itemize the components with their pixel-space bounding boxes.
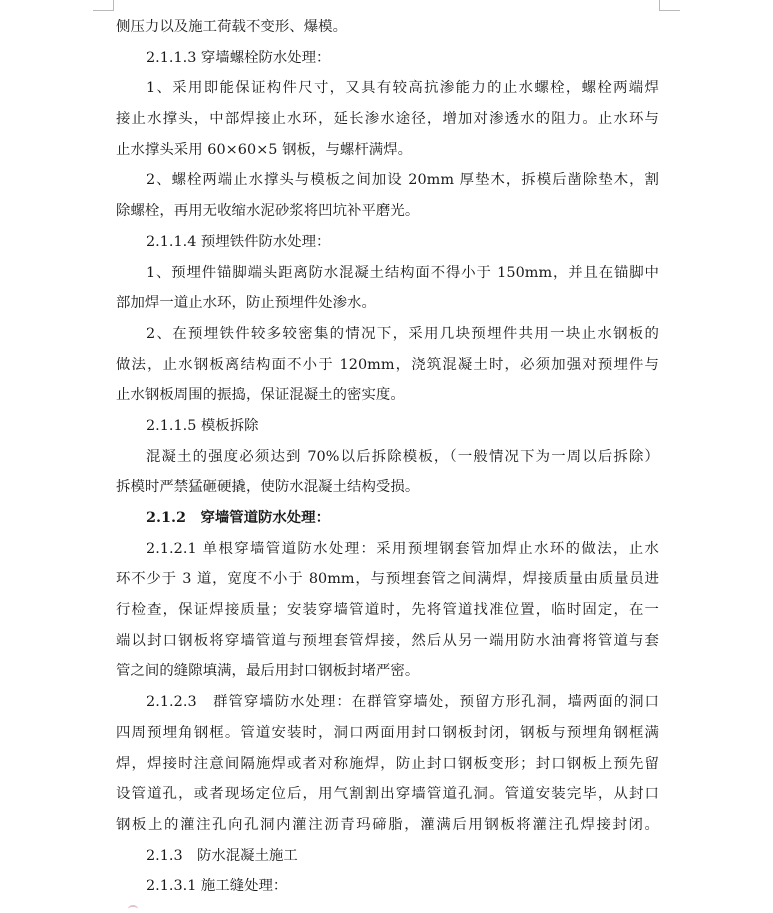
paragraph-line: 四周预埋角钢框。管道安装时，洞口两面用封口钢板封闭，钢板与预埋角钢框满 [116,724,659,741]
paragraph-line: 1、预埋件锚脚端头距离防水混凝土结构面不得小于 150mm，并且在锚脚中 [146,264,659,281]
paragraph-line: 管之间的缝隙填满，最后用封口钢板封堵严密。 [116,663,420,680]
paragraph-line: 混凝土的强度必须达到 70%以后拆除模板，（一般情况下为一周以后拆除） [146,448,659,465]
section-heading-2-1-3: 2.1.3 防水混凝土施工 [146,847,298,864]
document-body [116,12,659,902]
paragraph-line: 2、螺栓两端止水撑头与模板之间加设 20mm 厚垫木，拆模后凿除垫木，割 [146,172,659,189]
paragraph-line: 1、采用即能保证构件尺寸，又具有较高抗渗能力的止水螺栓，螺栓两端焊 [146,80,659,97]
paragraph-line: 2、在预埋铁件较多较密集的情况下，采用几块预埋件共用一块止水钢板的 [146,325,659,342]
crop-mark-top-left [93,0,114,11]
paragraph-line: 侧压力以及施工荷载不变形、爆模。 [116,19,348,35]
paragraph-line: 钢板上的灌注孔向孔洞内灌注沥青玛碲脂，灌满后用钢板将灌注孔焊接封闭。 [116,816,659,833]
paragraph-line: 止水撑头采用 60×60×5 钢板，与螺杆满焊。 [116,141,413,158]
paragraph-line: 2.1.2.1 单根穿墙管道防水处理：采用预埋钢套管加焊止水环的做法，止水 [146,540,659,557]
paragraph-line: 设管道孔，或者现场定位后，用气割割出穿墙管道孔洞。管道安装完毕，从封口 [116,786,659,803]
paragraph-line: 止水钢板周围的振捣，保证混凝土的密实度。 [116,387,405,404]
paragraph-line: 焊，焊接时注意间隔施焊或者对称施焊，防止封口钢板变形；封口钢板上预先留 [116,755,659,772]
paragraph-line: 接止水撑头，中部焊接止水环，延长渗水途径，增加对渗透水的阻力。止水环与 [116,111,659,128]
section-heading-2-1-3-1: 2.1.3.1 施工缝处理： [146,878,288,895]
paragraph-line: 端以封口钢板将穿墙管道与预埋套管焊接，然后从另一端用防水油膏将管道与套 [116,632,659,649]
section-heading-2-1-1-3: 2.1.1.3 穿墙螺栓防水处理： [146,49,331,66]
paragraph-line: 行检查，保证焊接质量；安装穿墙管道时，先将管道找准位置，临时固定，在一 [116,602,659,619]
crop-mark-top-right [659,0,680,11]
section-heading-2-1-1-5: 2.1.1.5 模板拆除 [146,417,259,434]
paragraph-line: 除螺栓，再用无收缩水泥砂浆将凹坑补平磨光。 [116,203,420,220]
section-heading-2-1-1-4: 2.1.1.4 预埋铁件防水处理： [146,233,331,250]
paragraph-line: 部加焊一道止水环，防止预埋件处渗水。 [116,295,376,312]
paragraph-line: 做法，止水钢板离结构面不小于 120mm，浇筑混凝土时，必须加强对预埋件与 [116,356,659,373]
paragraph-line: 拆模时严禁猛砸硬撬，使防水混凝土结构受损。 [116,479,420,496]
section-heading-2-1-2: 2.1.2 穿墙管道防水处理： [146,509,330,526]
paragraph-line: 2.1.2.3 群管穿墙防水处理：在群管穿墙处，预留方形孔洞，墙两面的洞口 [146,694,659,711]
page-edge-mark [128,905,138,913]
paragraph-line: 环不少于 3 道，宽度不小于 80mm，与预埋套管之间满焊，焊接质量由质量员进 [116,571,659,588]
